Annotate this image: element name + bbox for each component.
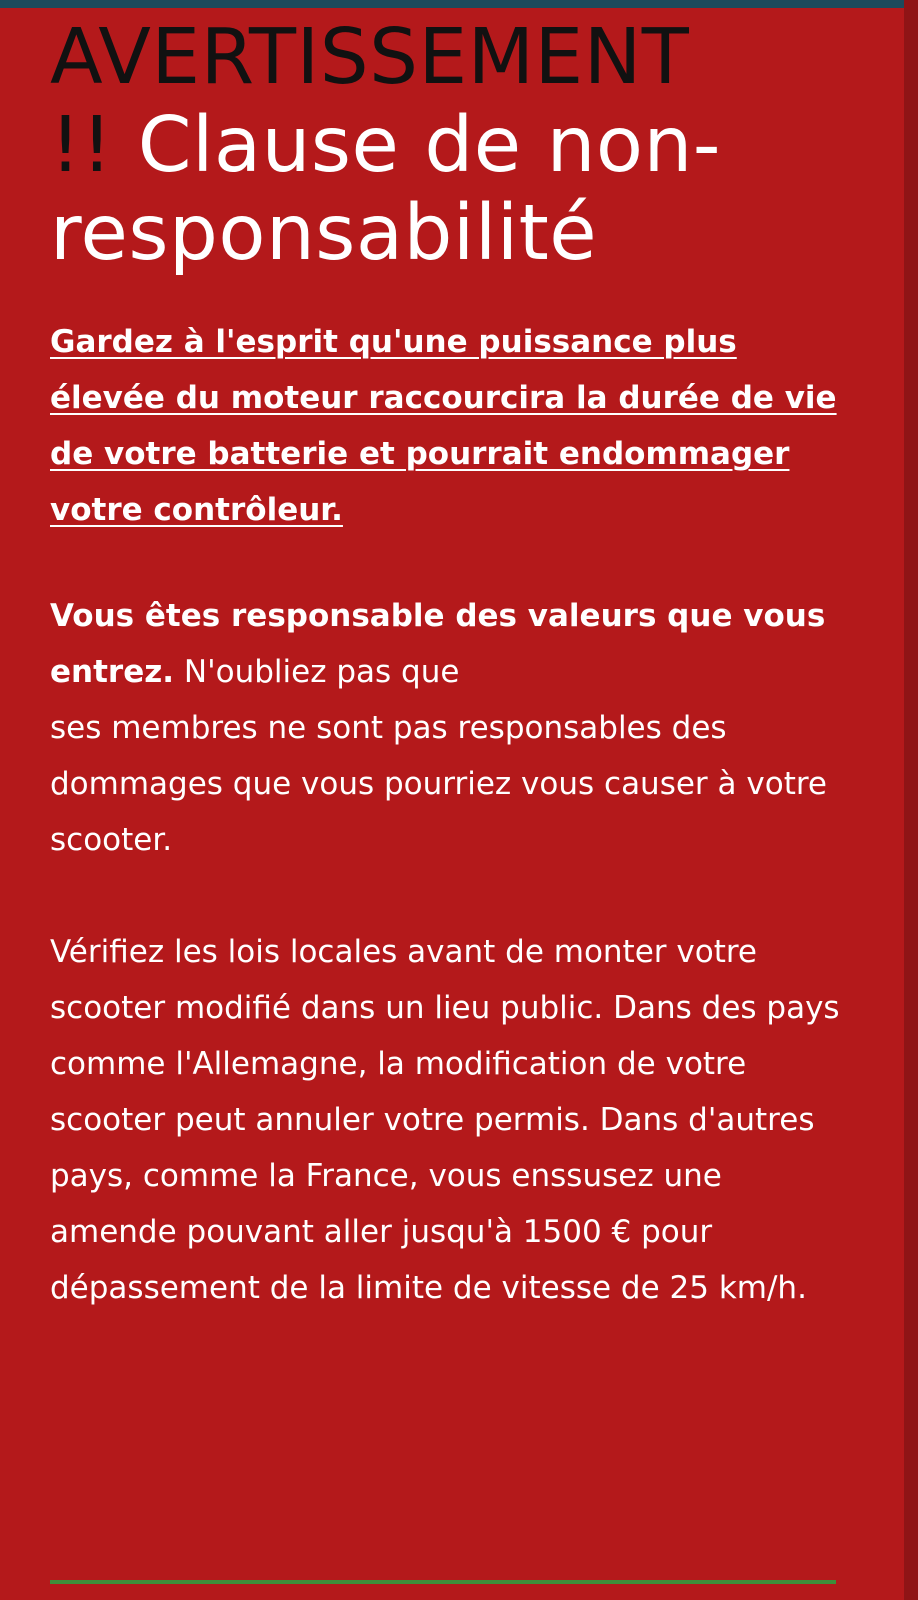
page-edge-shadow <box>904 0 918 1600</box>
title-warning: AVERTISSEMENT <box>50 13 690 102</box>
local-laws-paragraph: Vérifiez les lois locales avant de monter votre scooter modifié dans un lieu public. Dans des pays comme l'Allemagne, la modification de votre scooter peut annuler votre permis. Dans d'autres pays, comme la France, vous enssusez une amende pouvant aller jusqu'à 1500 € pour dépassement de la limite de vitesse de 25 km/h. <box>50 934 840 1306</box>
responsibility-text-after: ses membres ne sont pas responsables des dommages que vous pourriez vous causer à votre scooter. <box>50 710 827 858</box>
battery-warning-notice: Gardez à l'esprit qu'une puissance plus élevée du moteur raccourcira la durée de vie de votre batterie et pourrait endommager votre contrôleur. <box>50 324 837 528</box>
title-exclaim: !! <box>50 101 113 190</box>
responsibility-bold-text: Vous êtes responsable des valeurs que vous entrez. <box>50 598 826 690</box>
bottom-accent-line <box>50 1580 836 1584</box>
responsibility-paragraph <box>50 588 850 868</box>
title-disclaimer: Clause de non-responsabilité <box>50 101 722 278</box>
top-status-strip <box>0 0 918 8</box>
page-title <box>50 14 870 278</box>
disclaimer-panel <box>50 14 870 1316</box>
responsibility-text-before: N'oubliez pas que <box>183 654 460 690</box>
